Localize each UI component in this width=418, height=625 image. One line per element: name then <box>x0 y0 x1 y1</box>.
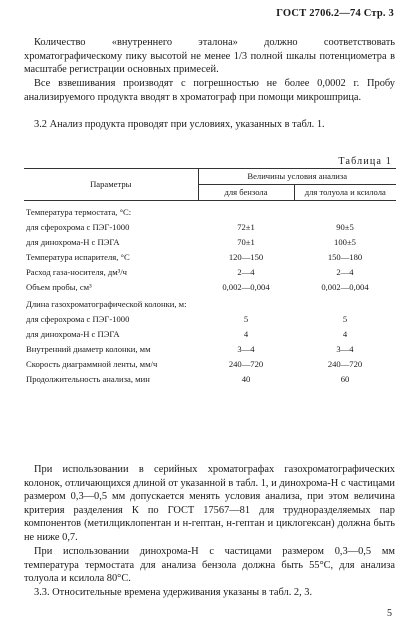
row-value-benzene: 5 <box>243 314 249 324</box>
table-row <box>24 250 396 265</box>
row-value-toluene-xylene: 100±5 <box>334 237 356 247</box>
row-value-benzene: 120—150 <box>228 252 264 262</box>
table-body <box>24 201 396 388</box>
paragraph-serial-chromatographs: При использовании в серийных хроматографах газохроматографических колонок, отличающихся длиной от указанной в табл. 1, и динохрома-Н с частицами размером 0,3—0,5 мм допускается менять условия анализа, при этом величина критерия разделения К по ГОСТ 17567—81 для трудноразделяемых пар компонентов (метилциклопентан и н-гептан, н-гептан и циклогексан) должна быть не ниже 0,7. <box>24 464 395 543</box>
row-value-toluene-xylene: 3—4 <box>336 344 354 354</box>
row-label: для сферохрома с ПЭГ-1000 <box>26 222 130 232</box>
table-row <box>24 280 396 295</box>
row-value-toluene-xylene: 4 <box>342 329 348 339</box>
table-row <box>24 342 396 357</box>
paragraph-weighing: Все взвешивания производят с погрешностью не более 0,0002 г. Пробу анализируемого продукта вводят в хроматограф при помощи микрошприца. <box>24 78 395 103</box>
row-value-benzene: 40 <box>241 374 251 384</box>
values-group-header: Величины условия анализа <box>198 169 396 185</box>
row-label: Температура испарителя, °С <box>26 252 130 262</box>
benzene-column-header: для бензола <box>198 185 294 201</box>
paragraph-analysis-conditions: 3.2 Анализ продукта проводят при условиях, указанных в табл. 1. <box>34 119 325 130</box>
row-value-benzene: 2—4 <box>237 267 255 277</box>
paragraph-retention-times: 3.3. Относительные времена удерживания указаны в табл. 2, 3. <box>34 587 313 598</box>
row-value-toluene-xylene: 2—4 <box>336 267 354 277</box>
paragraph-dinochrome-temperature: При использовании динохрома-Н с частицами размером 0,3—0,5 мм температура термостата для анализа бензола должна быть 55°С, для анализа толуола и ксилола 80°С. <box>24 546 395 585</box>
row-value-benzene: 72±1 <box>237 222 255 232</box>
table-row <box>24 295 396 312</box>
row-value-toluene-xylene <box>294 201 396 221</box>
row-label: Длина газохроматографической колонки, м: <box>26 299 187 309</box>
table-row <box>24 312 396 327</box>
row-value-benzene: 0,002—0,004 <box>222 282 270 292</box>
row-value-toluene-xylene: 150—180 <box>327 252 363 262</box>
row-value-toluene-xylene: 5 <box>342 314 348 324</box>
row-value-benzene <box>198 295 294 312</box>
table-row <box>24 235 396 250</box>
table-row <box>24 201 396 221</box>
row-value-toluene-xylene: 60 <box>340 374 350 384</box>
param-column-header: Параметры <box>24 169 198 201</box>
table-row <box>24 357 396 372</box>
paragraph-internal-standard: Количество «внутреннего эталона» должно соответствовать хроматографическому пику высотой не менее 1/3 полной шкалы потенциометра в масштабе регистрации основных примесей. <box>24 37 395 76</box>
row-label: Скорость диаграммной ленты, мм/ч <box>26 359 158 369</box>
table-caption: Таблица 1 <box>338 156 392 167</box>
row-value-toluene-xylene: 0,002—0,004 <box>321 282 369 292</box>
table-row <box>24 265 396 280</box>
row-label: Температура термостата, °С: <box>26 207 132 217</box>
table-row <box>24 220 396 235</box>
row-label: для сферохрома с ПЭГ-1000 <box>26 314 130 324</box>
row-value-benzene: 3—4 <box>237 344 255 354</box>
row-value-toluene-xylene: 90±5 <box>336 222 354 232</box>
row-label: Расход газа-носителя, дм³/ч <box>26 267 127 277</box>
row-label: Внутренний диаметр колонки, мм <box>26 344 151 354</box>
row-value-benzene: 70±1 <box>237 237 255 247</box>
row-label: Продолжительность анализа, мин <box>26 374 150 384</box>
page-header: ГОСТ 2706.2—74 Стр. 3 <box>276 8 394 19</box>
conditions-table <box>24 168 396 387</box>
row-value-benzene <box>198 201 294 221</box>
row-label: для динохрома-Н с ПЭГА <box>26 329 120 339</box>
row-value-toluene-xylene <box>294 295 396 312</box>
row-value-toluene-xylene: 240—720 <box>327 359 363 369</box>
table-row <box>24 327 396 342</box>
row-label: для динохрома-Н с ПЭГА <box>26 237 120 247</box>
toluene-xylene-column-header: для толуола и ксилола <box>294 185 396 201</box>
row-value-benzene: 4 <box>243 329 249 339</box>
table-row <box>24 372 396 387</box>
page-number: 5 <box>387 608 392 619</box>
row-value-benzene: 240—720 <box>228 359 264 369</box>
row-label: Объем пробы, см³ <box>26 282 92 292</box>
